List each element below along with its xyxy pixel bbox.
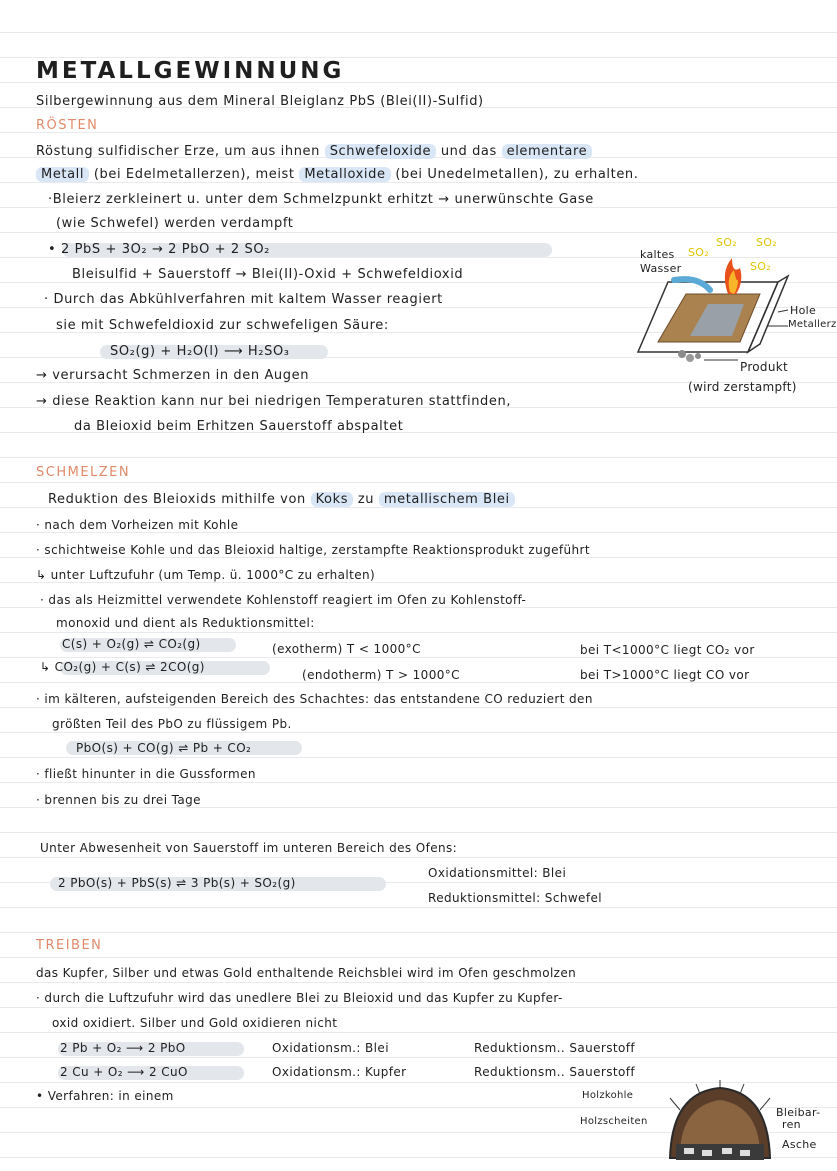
treiben-equation-2: 2 Cu + O₂ ⟶ 2 CuO [60, 1065, 188, 1079]
treiben-equation-1: 2 Pb + O₂ ⟶ 2 PbO [60, 1041, 186, 1055]
schmelzen-line-2: · nach dem Vorheizen mit Kohle [36, 518, 239, 532]
schmelzen-line-8: größten Teil des PbO zu flüssigem Pb. [52, 717, 292, 731]
label-kaltes: kaltes [640, 248, 675, 261]
schmelzen-equation-2-note: (endotherm) T > 1000°C [302, 668, 460, 682]
label-zerstampft: (wird zerstampft) [688, 380, 797, 394]
roesten-equation-2: SO₂(g) + H₂O(l) ⟶ H₂SO₃ [110, 344, 290, 359]
treiben-equation-2-ox: Oxidationsm.: Kupfer [272, 1065, 407, 1079]
highlight-metalloxide: Metalloxide [299, 167, 390, 182]
roesten-line-5: · Durch das Abkühlverfahren mit kaltem Wasser reagiert [44, 292, 443, 307]
roesten-line-1: Röstung sulfidischer Erze, um aus ihnen Schwefeloxide und das elementare [36, 143, 592, 161]
roesten-line-7: → verursacht Schmerzen in den Augen [36, 368, 310, 383]
label-hole: Hole [790, 304, 817, 317]
oxidationsmittel-blei: Oxidationsmittel: Blei [428, 866, 567, 880]
roesten-line-3: ·Bleierz zerkleinert u. unter dem Schmelzpunkt erhitzt → unerwünschte Gase [48, 192, 594, 207]
roesten-equation-1-names: Bleisulfid + Sauerstoff → Blei(II)-Oxid + Schwefeldioxid [72, 267, 464, 282]
label-wasser: Wasser [640, 262, 682, 275]
schmelzen-equation-1-note: (exotherm) T < 1000°C [272, 642, 421, 656]
schmelzen-line-11: Unter Abwesenheit von Sauerstoff im unteren Bereich des Ofens: [40, 841, 458, 855]
subtitle: Silbergewinnung aus dem Mineral Bleiglanz PbS (Blei(II)-Sulfid) [36, 94, 484, 109]
roesten-line-4: (wie Schwefel) werden verdampft [56, 216, 294, 231]
label-so2-1: SO₂ [716, 236, 737, 249]
highlight-schwefeloxide: Schwefeloxide [325, 144, 436, 159]
label-so2-4: SO₂ [750, 260, 771, 273]
page-title: METALLGEWINNUNG [36, 58, 345, 84]
schmelzen-equation-2-condition: bei T>1000°C liegt CO vor [580, 668, 750, 682]
treiben-equation-2-red: Reduktionsm.. Sauerstoff [474, 1065, 635, 1079]
label-asche: Asche [782, 1138, 817, 1151]
highlight-elementare: elementare [502, 144, 593, 159]
label-so2-3: SO₂ [756, 236, 777, 249]
schmelzen-line-7: · im kälteren, aufsteigenden Bereich des Schachtes: das entstandene CO reduziert den [36, 692, 593, 706]
treiben-line-2: · durch die Luftzufuhr wird das unedlere Blei zu Bleioxid und das Kupfer zu Kupfer- [36, 991, 563, 1005]
heading-schmelzen: SCHMELZEN [36, 465, 131, 480]
schmelzen-line-6: monoxid und dient als Reduktionsmittel: [56, 616, 315, 630]
water-pipe [674, 279, 710, 290]
heading-treiben: TREIBEN [36, 938, 103, 953]
label-holzkohle: Holzkohle [582, 1090, 634, 1101]
reduktionsmittel-schwefel: Reduktionsmittel: Schwefel [428, 891, 602, 905]
schmelzen-line-10: · brennen bis zu drei Tage [36, 793, 201, 807]
highlight-metallisches-blei: metallischem Blei [379, 492, 515, 507]
roesten-line-6: sie mit Schwefeldioxid zur schwefeligen Säure: [56, 318, 389, 333]
label-holzscheiten: Holzscheiten [580, 1116, 648, 1127]
schmelzen-line-4: ↳ unter Luftzufuhr (um Temp. ü. 1000°C zu erhalten) [36, 568, 376, 582]
roesten-line-9: da Bleioxid beim Erhitzen Sauerstoff abspaltet [74, 419, 404, 434]
schmelzen-line-3: · schichtweise Kohle und das Bleioxid haltige, zerstampfte Reaktionsprodukt zugeführt [36, 543, 590, 557]
treiben-line-3: oxid oxidiert. Silber und Gold oxidieren nicht [52, 1016, 338, 1030]
schmelzen-equation-1-condition: bei T<1000°C liegt CO₂ vor [580, 643, 755, 657]
treiben-equation-1-ox: Oxidationsm.: Blei [272, 1041, 389, 1055]
schmelzen-equation-1: C(s) + O₂(g) ⇌ CO₂(g) [62, 637, 201, 651]
cupellation-furnace-illustration [660, 1080, 780, 1168]
highlight-koks: Koks [311, 492, 354, 507]
label-bleibarren-2: ren [782, 1118, 801, 1131]
roesten-line-8: → diese Reaktion kann nur bei niedrigen Temperaturen stattfinden, [36, 394, 512, 409]
label-metallerz: Metallerz [788, 319, 837, 330]
roesten-line-2: Metall (bei Edelmetallerzen), meist Metalloxide (bei Unedelmetallen), zu erhalten. [36, 166, 639, 184]
label-produkt: Produkt [740, 360, 789, 374]
roesten-equation-1: • 2 PbS + 3O₂ → 2 PbO + 2 SO₂ [48, 242, 270, 257]
treiben-equation-1-red: Reduktionsm.. Sauerstoff [474, 1041, 635, 1055]
schmelzen-line-9: · fließt hinunter in die Gussformen [36, 767, 256, 781]
schmelzen-equation-2: ↳ CO₂(g) + C(s) ⇌ 2CO(g) [40, 660, 205, 674]
label-so2-2: SO₂ [688, 246, 709, 259]
highlight-metall: Metall [36, 167, 89, 182]
schmelzen-line-1: Reduktion des Bleioxids mithilfe von Koks zu metallischem Blei [48, 491, 515, 509]
treiben-line-4: • Verfahren: in einem [36, 1089, 174, 1103]
treiben-line-1: das Kupfer, Silber und etwas Gold enthaltende Reichsblei wird im Ofen geschmolzen [36, 966, 577, 980]
schmelzen-line-5: · das als Heizmittel verwendete Kohlenstoff reagiert im Ofen zu Kohlenstoff- [40, 593, 527, 607]
label-bleibarren-1: Bleibar- [776, 1106, 821, 1119]
schmelzen-equation-4: 2 PbO(s) + PbS(s) ⇌ 3 Pb(s) + SO₂(g) [58, 876, 296, 890]
schmelzen-equation-3: PbO(s) + CO(g) ⇌ Pb + CO₂ [76, 741, 252, 755]
heading-roesten: RÖSTEN [36, 118, 99, 133]
